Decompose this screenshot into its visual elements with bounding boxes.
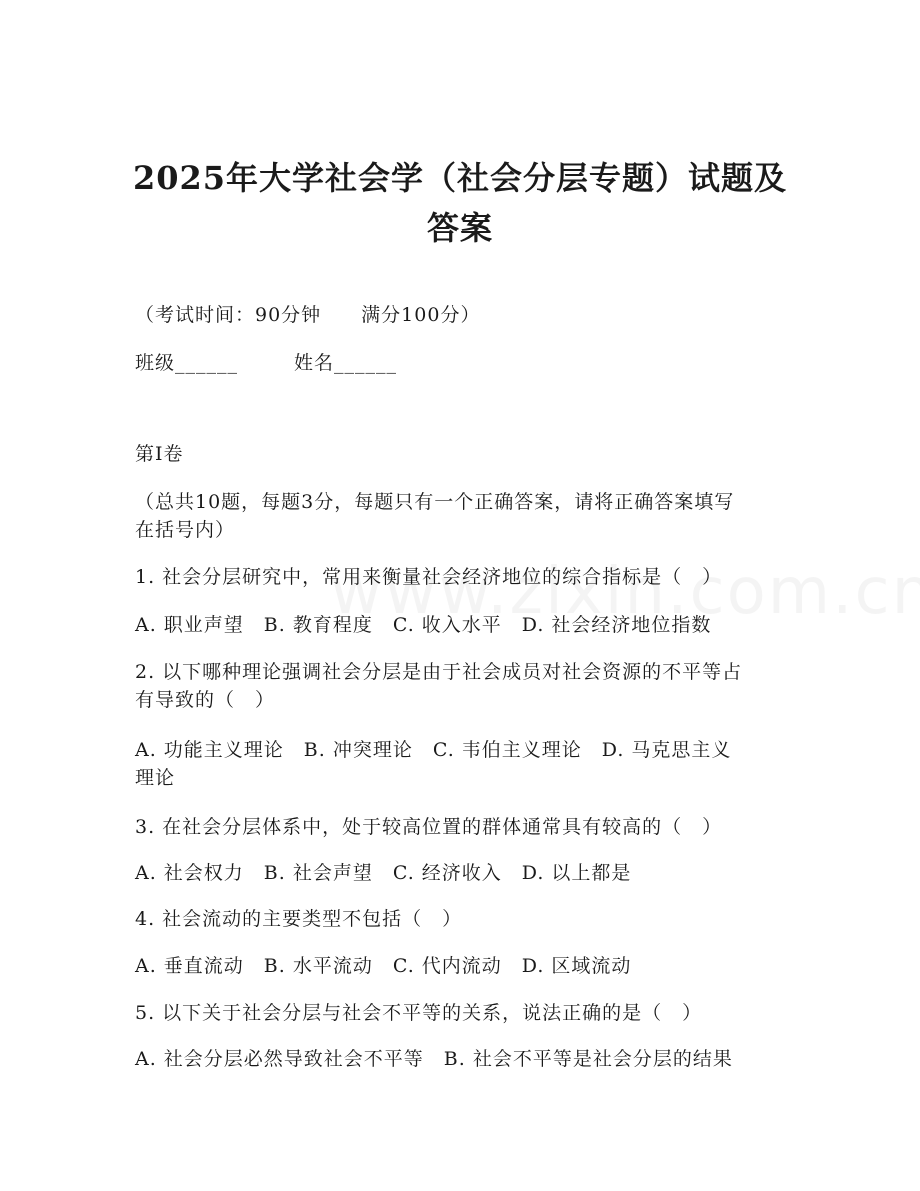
question-1-options: A. 职业声望 B. 教育程度 C. 收入水平 D. 社会经济地位指数 [135, 614, 712, 636]
question-4-stem: 4. 社会流动的主要类型不包括（ ） [135, 908, 463, 930]
name-field-label: 姓名______ [294, 352, 398, 374]
question-2-options-line2: 理论 [135, 767, 176, 789]
question-2-stem-line1: 2. 以下哪种理论强调社会分层是由于社会成员对社会资源的不平等占 [135, 661, 743, 683]
section-instructions-line1: （总共10题，每题3分，每题只有一个正确答案，请将正确答案填写 [135, 491, 735, 513]
section-instructions-line2: 在括号内） [135, 519, 236, 541]
section-heading: 第I卷 [135, 443, 184, 465]
question-2-stem-line2: 有导致的（ ） [135, 689, 276, 711]
question-2-options-line1: A. 功能主义理论 B. 冲突理论 C. 韦伯主义理论 D. 马克思主义 [135, 739, 732, 761]
class-field-label: 班级______ [135, 352, 239, 374]
question-3-stem: 3. 在社会分层体系中，处于较高位置的群体通常具有较高的（ ） [135, 816, 723, 838]
question-3-options: A. 社会权力 B. 社会声望 C. 经济收入 D. 以上都是 [135, 862, 632, 884]
question-4-options: A. 垂直流动 B. 水平流动 C. 代内流动 D. 区域流动 [135, 955, 632, 977]
question-5-options-line1: A. 社会分层必然导致社会不平等 B. 社会不平等是社会分层的结果 [135, 1048, 733, 1070]
document-title-line2: 答案 [426, 209, 493, 247]
exam-info: （考试时间：90分钟 满分100分） [135, 304, 481, 326]
document-title-line1: 2025年大学社会学（社会分层专题）试题及 [132, 159, 788, 197]
question-5-stem: 5. 以下关于社会分层与社会不平等的关系，说法正确的是（ ） [135, 1002, 703, 1024]
question-1-stem: 1. 社会分层研究中，常用来衡量社会经济地位的综合指标是（ ） [135, 566, 723, 588]
student-fields [135, 351, 795, 375]
